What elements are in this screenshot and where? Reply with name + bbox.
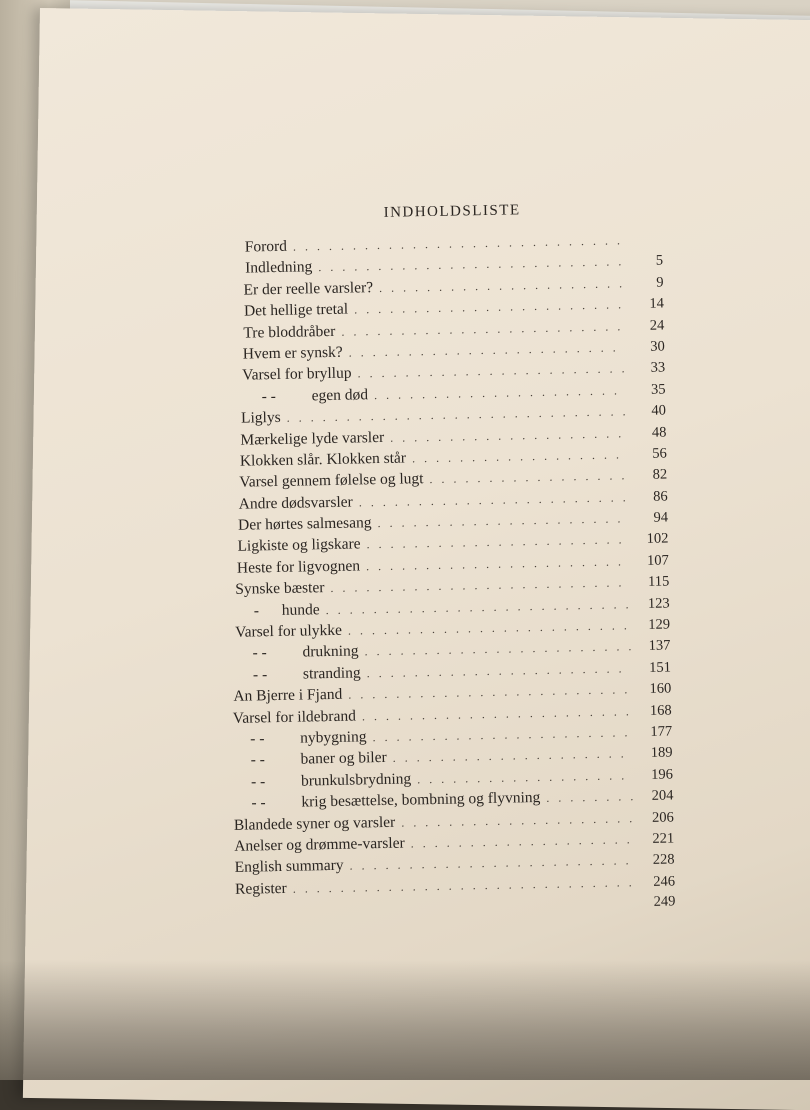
toc-entry-dash: - - [250, 751, 265, 769]
toc-entry-dash: - - [250, 773, 266, 791]
toc-page-number: 151 [649, 659, 672, 676]
toc-entry-label [251, 770, 412, 791]
dot-leader [364, 640, 630, 660]
toc-entry-text: Heste for ligvognen [236, 557, 361, 577]
dot-leader [366, 554, 629, 574]
toc-page-number: 48 [651, 424, 667, 441]
toc-entry-label [242, 365, 352, 385]
toc-entry-label [254, 601, 320, 620]
dot-leader [374, 383, 626, 403]
dot-leader [546, 789, 633, 806]
toc-entry-text: Indledning [245, 258, 313, 277]
dot-leader [377, 511, 628, 531]
toc-entry-label [250, 728, 367, 748]
toc-entry-label [234, 813, 396, 834]
toc-entry-dash: - - [252, 666, 268, 684]
toc-page-number: 33 [650, 359, 666, 377]
toc-entry-label [239, 470, 424, 492]
dot-leader [379, 276, 624, 296]
toc-entry-text: Tre bloddråber [243, 322, 336, 342]
toc-entry-dash: - [253, 602, 260, 620]
toc-entry-text: baner og biler [300, 749, 387, 768]
dot-leader [354, 297, 624, 317]
toc-page-number: 129 [648, 616, 671, 633]
toc-page-number: 168 [649, 702, 672, 719]
toc-entry-text: Anelser og drømme-varsler [234, 834, 405, 855]
dot-leader [349, 340, 625, 360]
toc-entry-text: An Bjerre i Fjand [233, 685, 343, 706]
toc-entry-text: Ligkiste og ligskare [237, 535, 361, 556]
dot-leader [367, 661, 632, 681]
toc-entry-label [241, 409, 281, 428]
dot-leader [357, 362, 625, 382]
toc-entry-text: Varsel for ulykke [234, 621, 343, 641]
dot-leader [411, 832, 635, 851]
toc-page-number: 82 [652, 466, 668, 484]
toc-entry-dash: - - [251, 794, 266, 812]
toc-entry-text: Mærkelige lyde varsler [240, 428, 385, 449]
toc-page-number: 24 [649, 317, 665, 334]
dot-leader [429, 469, 627, 488]
toc-entry-text: Hvem er synsk? [242, 343, 343, 363]
toc-page-number: 5 [655, 252, 664, 270]
toc-entry-label [240, 449, 406, 470]
dot-leader [401, 811, 634, 830]
toc-page-number: 177 [650, 723, 673, 740]
dot-leader [348, 682, 631, 702]
toc-page-number: 249 [653, 893, 676, 910]
toc-page-number: 56 [652, 445, 667, 462]
toc-page-number: 9 [656, 274, 664, 291]
toc-entry-text: Varsel for bryllup [242, 364, 352, 384]
toc-page-number: 206 [651, 808, 674, 826]
dot-leader [366, 533, 628, 553]
toc-page-number: 94 [653, 509, 669, 526]
toc-entry-label [235, 622, 342, 642]
toc-entry-text: drukning [302, 642, 359, 661]
toc-entry-text: egen død [311, 385, 369, 405]
dot-leader [293, 233, 623, 254]
toc-page-number: 246 [653, 873, 676, 890]
toc-entry-dash: - - [261, 387, 276, 406]
toc-page-number: 35 [650, 381, 666, 398]
toc-page-number: 30 [650, 338, 665, 355]
dot-leader [318, 255, 623, 276]
toc-page-number: 102 [646, 530, 669, 548]
toc-entry-label [235, 857, 344, 877]
toc-page-number: 204 [651, 787, 674, 805]
toc-entries [223, 231, 676, 924]
toc-entry-label [233, 707, 356, 727]
dot-leader [412, 447, 627, 466]
toc-entry-label [253, 664, 361, 684]
toc-entry-text: hunde [281, 600, 320, 619]
toc-entry-text: Varsel for ildebrand [232, 707, 357, 727]
toc-entry-text: stranding [302, 664, 361, 683]
toc-page-number [629, 244, 663, 245]
toc-entry-label [243, 322, 335, 342]
toc-entry-text: English summary [234, 857, 344, 877]
toc-page-number: 40 [651, 402, 667, 419]
toc-entry-text: Synske bæster [235, 579, 325, 599]
toc-page-number: 221 [652, 830, 675, 847]
toc-entry-text: Det hellige tretal [243, 300, 349, 320]
toc-entry-dash: - - [250, 730, 265, 748]
toc-entry-label [235, 880, 287, 899]
toc-entry-text: Der hørtes salmesang [237, 514, 372, 534]
toc-entry-label [250, 749, 386, 770]
toc-page-number: 137 [648, 637, 671, 655]
toc-entry-text: brunkulsbrydning [300, 770, 412, 790]
dot-leader [287, 404, 627, 426]
toc-entry-label [237, 536, 360, 556]
dot-leader [362, 704, 632, 724]
toc-entry-label [243, 279, 373, 299]
dot-leader [348, 618, 630, 638]
toc-entry-label [234, 835, 405, 856]
dot-leader [349, 854, 634, 874]
toc-page-number: 160 [649, 680, 672, 698]
dot-leader [325, 597, 629, 618]
dot-leader [293, 875, 636, 897]
dot-leader [393, 747, 633, 767]
dot-leader [330, 576, 629, 597]
toc-entry-dash: - - [252, 644, 267, 662]
table-of-contents [222, 200, 676, 924]
toc-page-number: 123 [647, 595, 670, 612]
toc-entry-label [235, 579, 324, 599]
toc-entry-label [245, 238, 288, 257]
toc-title: INDHOLDSLISTE [383, 202, 521, 221]
toc-entry-label [261, 386, 368, 406]
toc-entry-label [238, 514, 372, 535]
toc-entry-text: Andre dødsvarsler [238, 493, 353, 513]
toc-entry-label [243, 344, 343, 364]
toc-entry-label [240, 428, 384, 449]
dot-leader [372, 725, 632, 745]
dot-leader [359, 490, 628, 510]
toc-page-number: 86 [652, 488, 668, 505]
toc-entry-text: Register [234, 879, 287, 898]
dot-leader [390, 426, 626, 446]
toc-entry-text: krig besættelse, bombning og flyvning [301, 789, 541, 811]
toc-entry-label [233, 686, 342, 706]
toc-page-number: 228 [652, 851, 675, 869]
dot-leader [341, 319, 624, 339]
toc-page-number: 189 [650, 744, 673, 762]
toc-page-number: 196 [651, 766, 674, 783]
toc-entry-text: Varsel gennem følelse og lugt [239, 470, 424, 492]
toc-entry-label [244, 301, 348, 321]
toc-entry-text: nybygning [300, 728, 367, 747]
toc-page-number: 115 [647, 573, 670, 591]
toc-entry-label [245, 259, 312, 278]
toc-entry-label [252, 643, 358, 663]
toc-page-number: 107 [646, 552, 670, 569]
toc-entry-text: Blandede syner og varsler [233, 813, 396, 834]
toc-entry-label [239, 493, 353, 513]
toc-entry-text: Klokken slår. Klokken står [239, 449, 407, 470]
toc-entry-label [237, 557, 360, 577]
toc-page-number: 14 [649, 295, 665, 312]
toc-entry-text: Forord [244, 237, 288, 256]
toc-entry-text: Er der reelle varsler? [243, 278, 374, 299]
toc-entry-text: Liglys [240, 409, 281, 427]
dot-leader [417, 768, 633, 787]
